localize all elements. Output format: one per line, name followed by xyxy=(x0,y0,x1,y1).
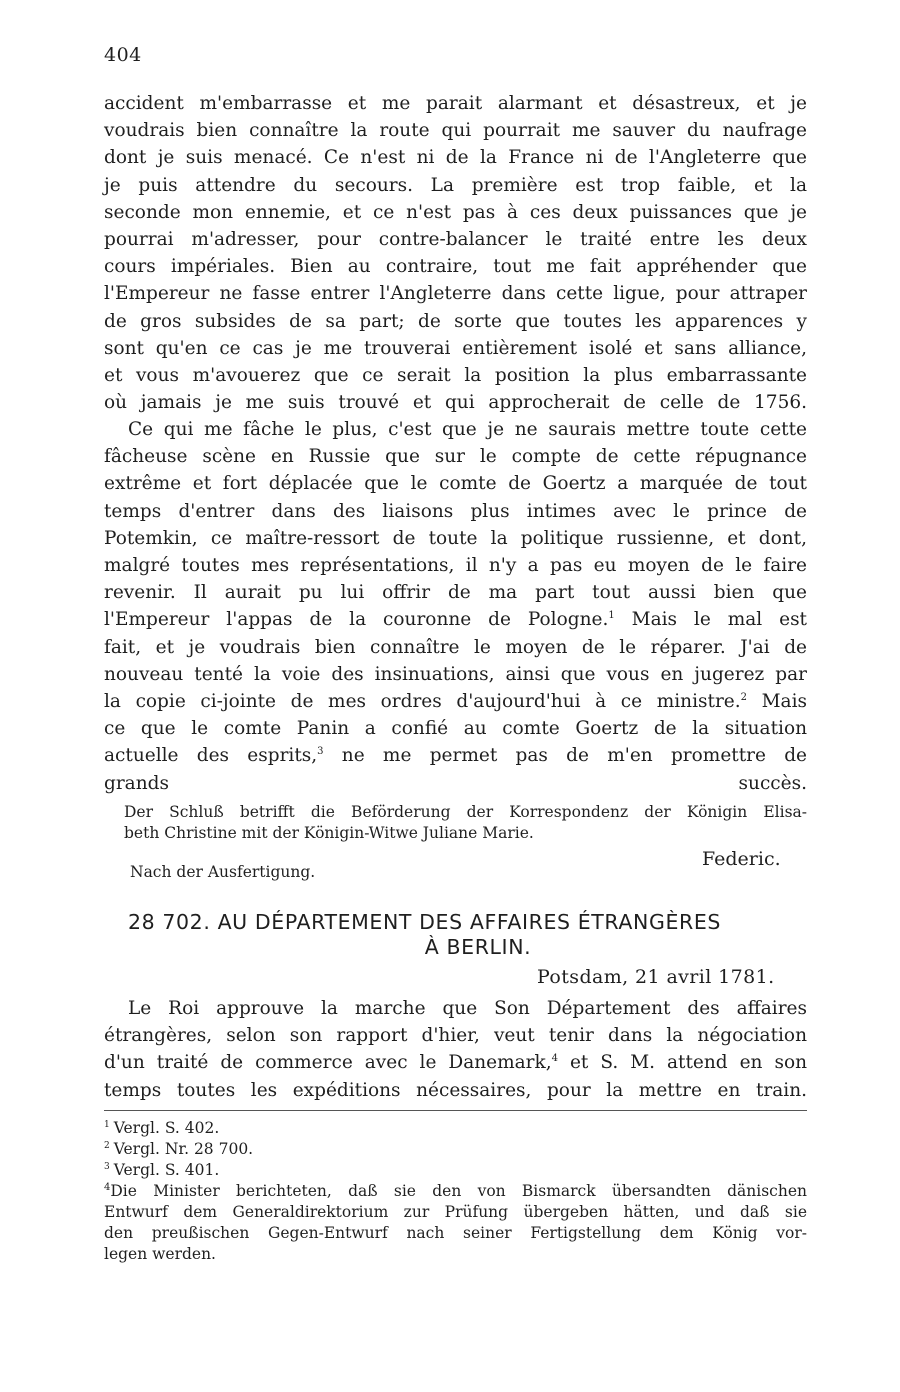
heading-line: 28 702. AU DÉPARTEMENT DES AFFAIRES ÉTRANGÈRES xyxy=(128,910,722,934)
text-line: et vous m'avouerez que ce serait la position la plus embarrassante xyxy=(104,365,807,387)
text-line: Le Roi approuve la marche que Son Département des affaires xyxy=(128,998,807,1019)
footnote-line: den preußischen Gegen-Entwurf nach seiner Fertigstellung dem König vor- xyxy=(104,1224,807,1242)
text-line xyxy=(104,688,807,715)
text-fragment: et S. M. attend en son xyxy=(558,1052,807,1074)
text-fragment: ne me permet pas de m'en promettre de xyxy=(323,745,808,767)
paragraph-goertz xyxy=(104,416,807,797)
footnote-ref-2[interactable]: 2 xyxy=(740,691,747,703)
text-line: extrême et fort déplacée que le comte de Goertz a marquée de tout xyxy=(104,473,807,495)
footnote-marker: 3 xyxy=(104,1161,110,1172)
text-line: je puis attendre du secours. La première est trop faible, et la xyxy=(104,174,807,196)
dateline: Potsdam, 21 avril 1781. xyxy=(537,966,775,988)
footnote-ref-4[interactable]: 4 xyxy=(551,1053,558,1065)
footnote-text: Vergl. S. 402. xyxy=(113,1119,220,1137)
text-line: revenir. Il aurait pu lui offrir de ma part tout aussi bien que xyxy=(104,582,807,604)
text-line: où jamais je me suis trouvé et qui approcherait de celle de 1756. xyxy=(104,392,807,414)
footnote-divider xyxy=(104,1110,807,1111)
text-line: dont je suis menacé. Ce n'est ni de la France ni de l'Angleterre que xyxy=(104,147,807,169)
text-line: fait, et je voudrais bien connaître le moyen de le réparer. J'ai de xyxy=(104,636,807,658)
text-line: ce que le comte Panin a confié au comte Goertz de la situation xyxy=(104,718,807,740)
text-fragment: Mais xyxy=(747,691,807,713)
text-line xyxy=(104,742,807,769)
signature: Federic. xyxy=(702,848,781,870)
footnote-line: legen werden. xyxy=(104,1245,216,1263)
footnote-1 xyxy=(104,1118,807,1139)
text-fragment: la copie ci-jointe de mes ordres d'aujourd'hui à ce ministre. xyxy=(104,691,741,713)
text-line: pourrai m'adresser, pour contre-balancer le traité entre les deux xyxy=(104,229,807,251)
footnotes xyxy=(104,1118,807,1265)
footnote-marker: 1 xyxy=(104,1119,110,1130)
text-line: temps toutes les expéditions nécessaires, pour la mettre en train. xyxy=(104,1079,807,1101)
text-line: accident m'embarrasse et me parait alarmant et désastreux, et je xyxy=(104,93,807,114)
footnote-4 xyxy=(104,1181,807,1265)
text-fragment: actuelle des esprits, xyxy=(104,745,318,767)
text-line: malgré toutes mes représentations, il n'y a pas eu moyen de le faire xyxy=(104,555,807,577)
text-line: voudrais bien connaître la route qui pourrait me sauver du naufrage xyxy=(104,120,807,142)
footnote-2 xyxy=(104,1139,807,1160)
editorial-note xyxy=(124,802,807,844)
text-line xyxy=(104,1049,807,1076)
text-line: étrangères, selon son rapport d'hier, veut tenir dans la négociation xyxy=(104,1025,807,1047)
text-line: Potemkin, ce maître-ressort de toute la politique russienne, et dont, xyxy=(104,527,807,549)
text-line: grands succès. xyxy=(104,772,807,794)
text-fragment: d'un traité de commerce avec le Danemark, xyxy=(104,1052,552,1074)
footnote-marker: 2 xyxy=(104,1140,110,1151)
text-line: l'Empereur ne fasse entrer l'Angleterre dans cette ligue, pour attraper xyxy=(104,283,807,305)
paragraph-letter-continuation xyxy=(104,90,807,416)
text-line xyxy=(104,606,807,633)
note-line: Der Schluß betrifft die Beförderung der Korrespondenz der Königin Elisa- xyxy=(124,803,807,821)
text-fragment: Mais le mal est xyxy=(614,609,807,631)
text-line: sont qu'en ce cas je me trouverai entièrement isolé et sans alliance, xyxy=(104,337,807,359)
text-line: seconde mon ennemie, et ce n'est pas à ces deux puissances que je xyxy=(104,201,807,223)
document-heading xyxy=(128,910,788,960)
footnote-ref-3[interactable]: 3 xyxy=(317,746,324,758)
source-note: Nach der Ausfertigung. xyxy=(130,863,316,881)
text-line: fâcheuse scène en Russie que sur le compte de cette répugnance xyxy=(104,446,807,468)
text-line: temps d'entrer dans des liaisons plus intimes avec le prince de xyxy=(104,500,807,522)
footnote-text: Die Minister berichteten, daß sie den von Bismarck übersandten dänischen xyxy=(110,1182,807,1200)
paragraph-king-approves xyxy=(104,995,807,1104)
footnote-text: Vergl. Nr. 28 700. xyxy=(113,1140,254,1158)
footnote-ref-1[interactable]: 1 xyxy=(608,610,615,622)
heading-line: À BERLIN. xyxy=(424,935,532,959)
footnote-3 xyxy=(104,1160,807,1181)
text-line: de gros subsides de sa part; de sorte que toutes les apparences y xyxy=(104,310,807,332)
text-line: nouveau tenté la voie des insinuations, ainsi que vous en jugerez par xyxy=(104,663,807,685)
note-line: beth Christine mit der Königin-Witwe Juliane Marie. xyxy=(124,824,534,842)
page-number: 404 xyxy=(104,44,142,66)
footnote-marker: 4 xyxy=(104,1181,111,1193)
text-line: cours impériales. Bien au contraire, tout me fait appréhender que xyxy=(104,256,807,278)
footnote-line: Entwurf dem Generaldirektorium zur Prüfung übergeben hätten, und daß sie xyxy=(104,1203,807,1221)
text-fragment: l'Empereur l'appas de la couronne de Pologne. xyxy=(104,609,609,631)
footnote-text: Vergl. S. 401. xyxy=(113,1161,220,1179)
footnote-line xyxy=(104,1181,807,1202)
text-line: Ce qui me fâche le plus, c'est que je ne saurais mettre toute cette xyxy=(128,419,807,440)
